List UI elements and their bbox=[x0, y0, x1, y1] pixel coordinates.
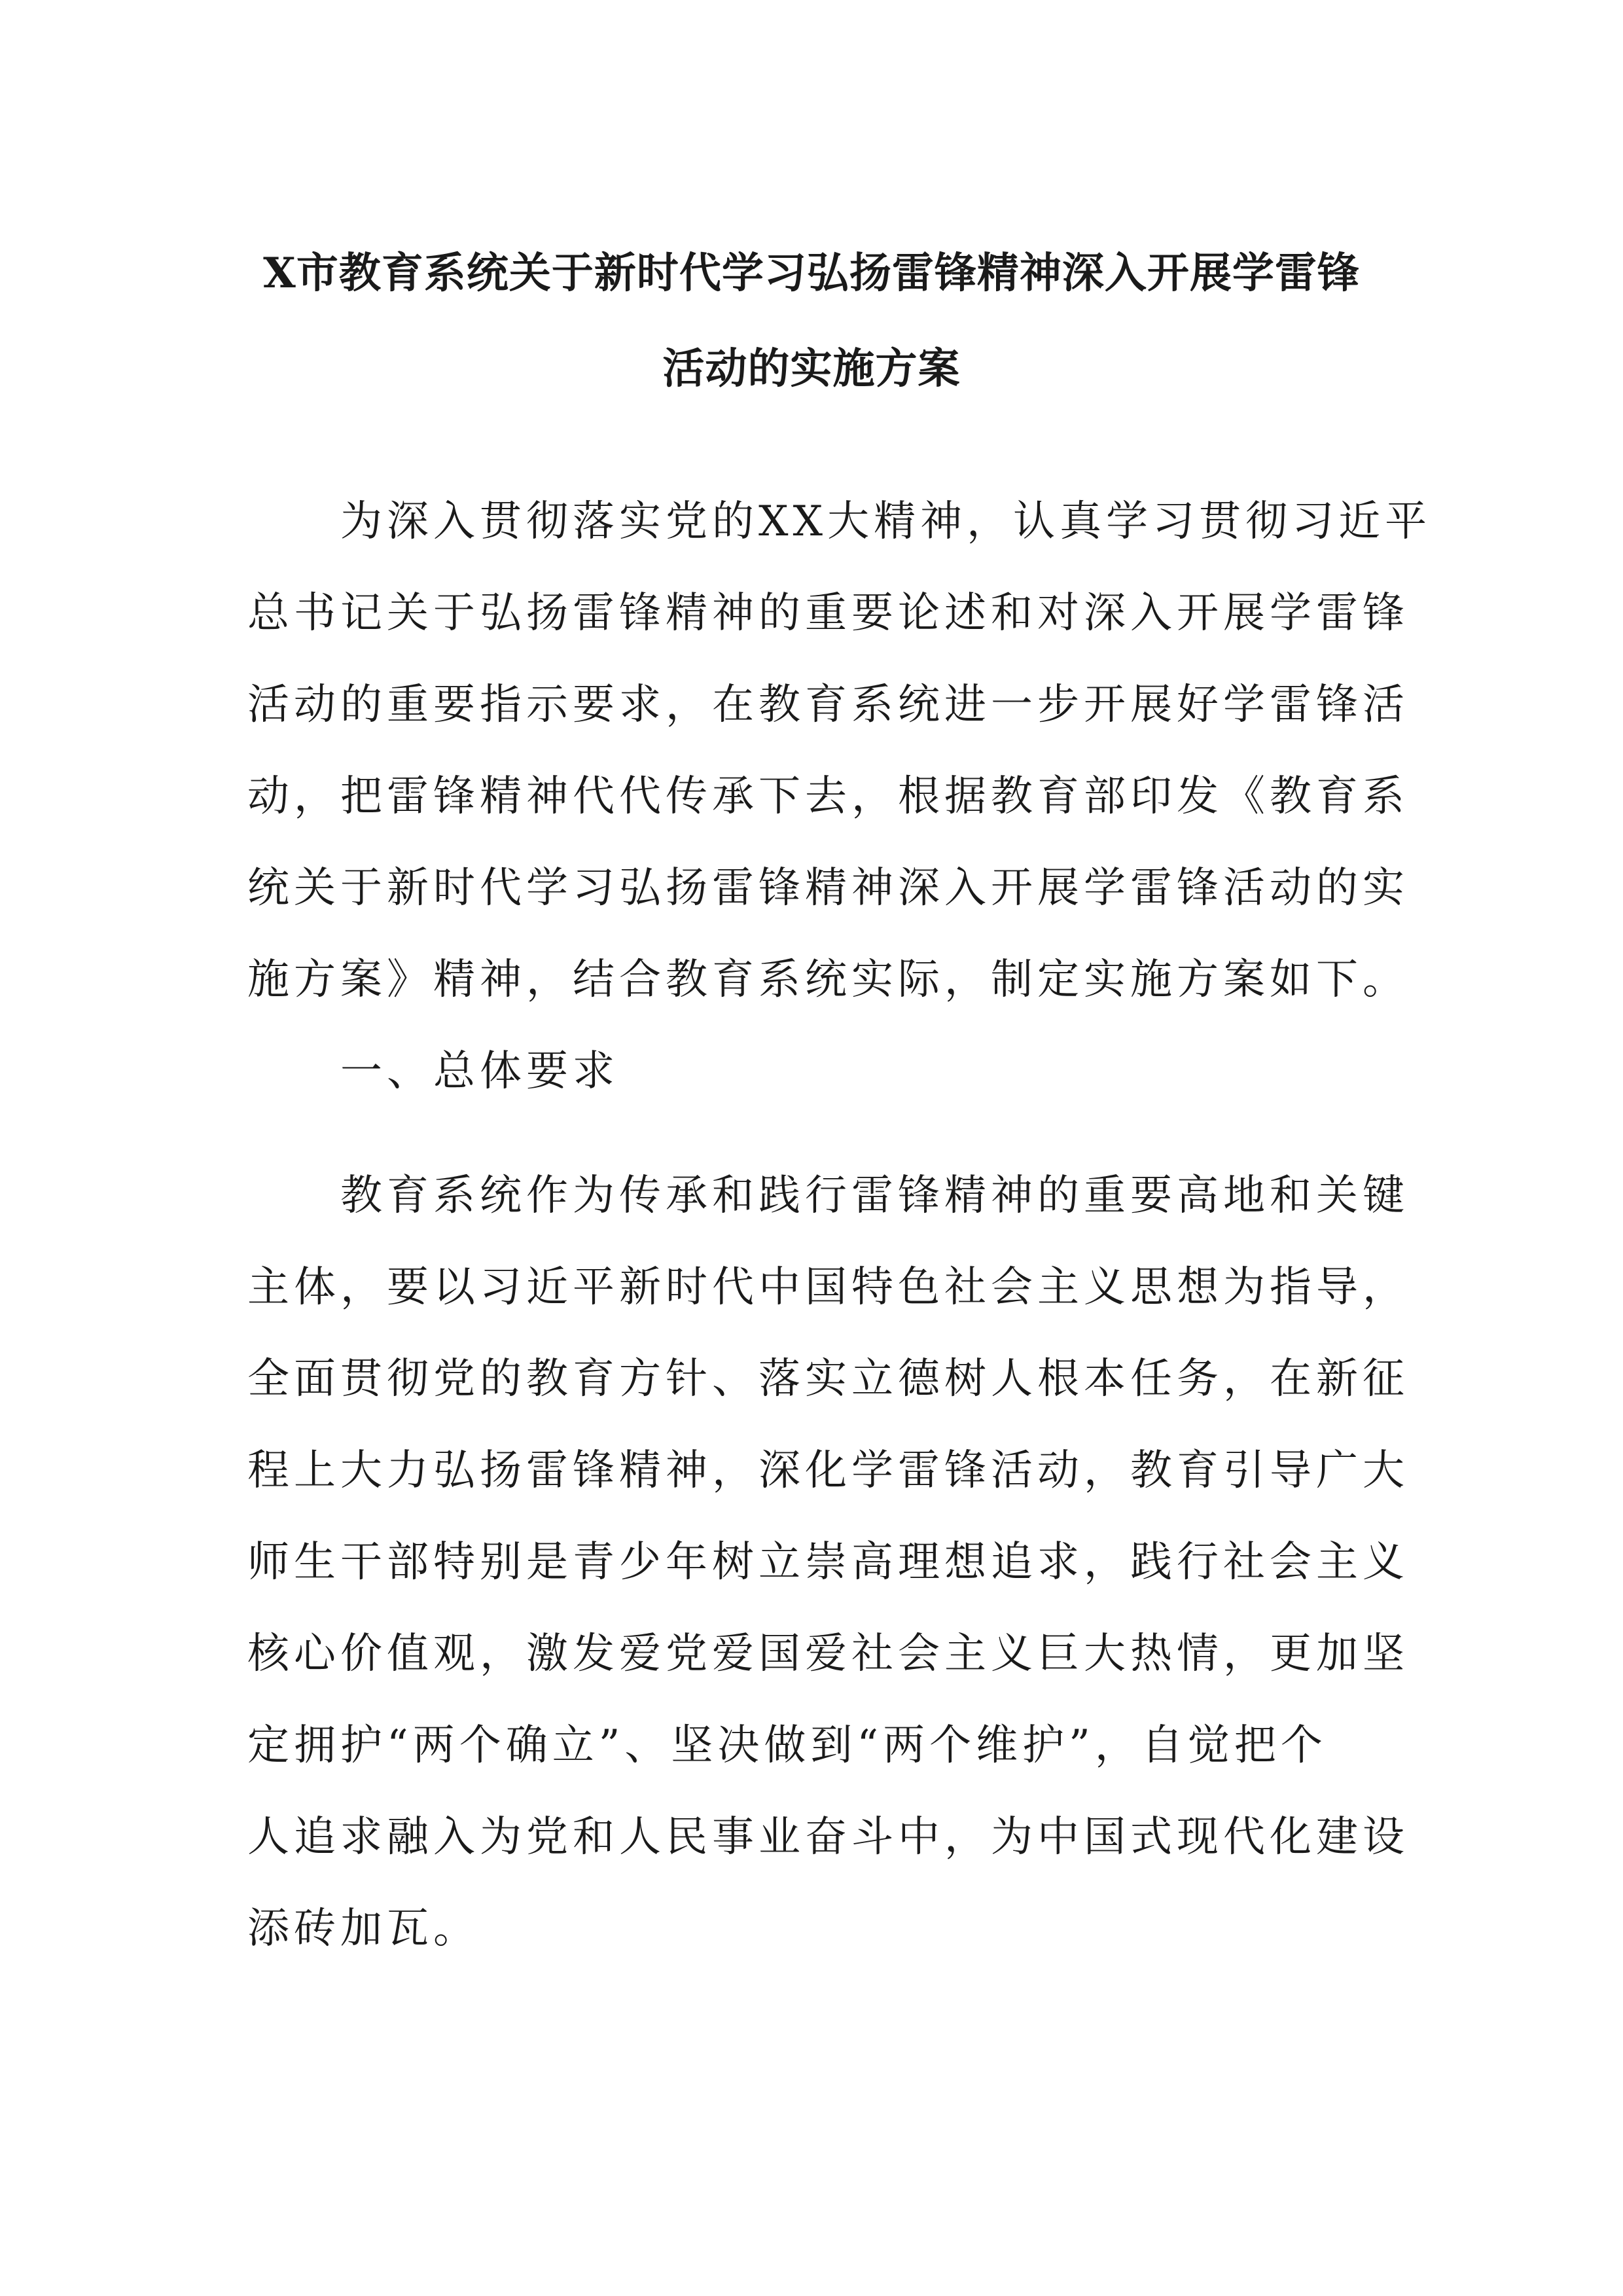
section-heading bbox=[247, 1026, 1366, 1117]
document-title bbox=[242, 226, 1381, 417]
title-line: 活动的实施方案 bbox=[662, 344, 961, 393]
paragraph-line: 教育系统作为传承和践行雷锋精神的重要高地和关键 bbox=[340, 1172, 1409, 1220]
paragraph-line: 师生干部特别是青少年树立崇高理想追求，践行社会主义 bbox=[247, 1538, 1409, 1587]
paragraph-line: 添砖加瓦。 bbox=[247, 1905, 480, 1953]
section-paragraph bbox=[247, 1150, 1409, 1975]
paragraph-line: 总书记关于弘扬雷锋精神的重要论述和对深入开展学雷锋 bbox=[247, 589, 1409, 637]
paragraph-line: 活动的重要指示要求，在教育系统进一步开展好学雷锋活 bbox=[247, 681, 1409, 729]
paragraph-line: 全面贯彻党的教育方针、落实立德树人根本任务，在新征 bbox=[247, 1355, 1409, 1403]
paragraph-line: 定拥护“两个确立”、坚决做到“两个维护”，自觉把个 bbox=[247, 1721, 1327, 1770]
paragraph-line: 核心价值观，激发爱党爱国爱社会主义巨大热情，更加坚 bbox=[247, 1630, 1409, 1678]
paragraph-line: 为深入贯彻落实党的XX大精神，认真学习贯彻习近平 bbox=[340, 497, 1432, 546]
intro-paragraph bbox=[247, 476, 1432, 1026]
paragraph-line: 统关于新时代学习弘扬雷锋精神深入开展学雷锋活动的实 bbox=[247, 864, 1409, 912]
paragraph-line: 施方案》精神，结合教育系统实际，制定实施方案如下。 bbox=[247, 956, 1409, 1004]
section-heading-text: 一、总体要求 bbox=[340, 1047, 619, 1096]
paragraph-line: 人追求融入为党和人民事业奋斗中，为中国式现代化建设 bbox=[247, 1813, 1409, 1861]
paragraph-line: 主体，要以习近平新时代中国特色社会主义思想为指导， bbox=[247, 1263, 1409, 1312]
paragraph-line: 动，把雷锋精神代代传承下去，根据教育部印发《教育系 bbox=[247, 772, 1409, 821]
paragraph-line: 程上大力弘扬雷锋精神，深化学雷锋活动，教育引导广大 bbox=[247, 1446, 1409, 1495]
title-line: X市教育系统关于新时代学习弘扬雷锋精神深入开展学雷锋 bbox=[263, 249, 1360, 298]
